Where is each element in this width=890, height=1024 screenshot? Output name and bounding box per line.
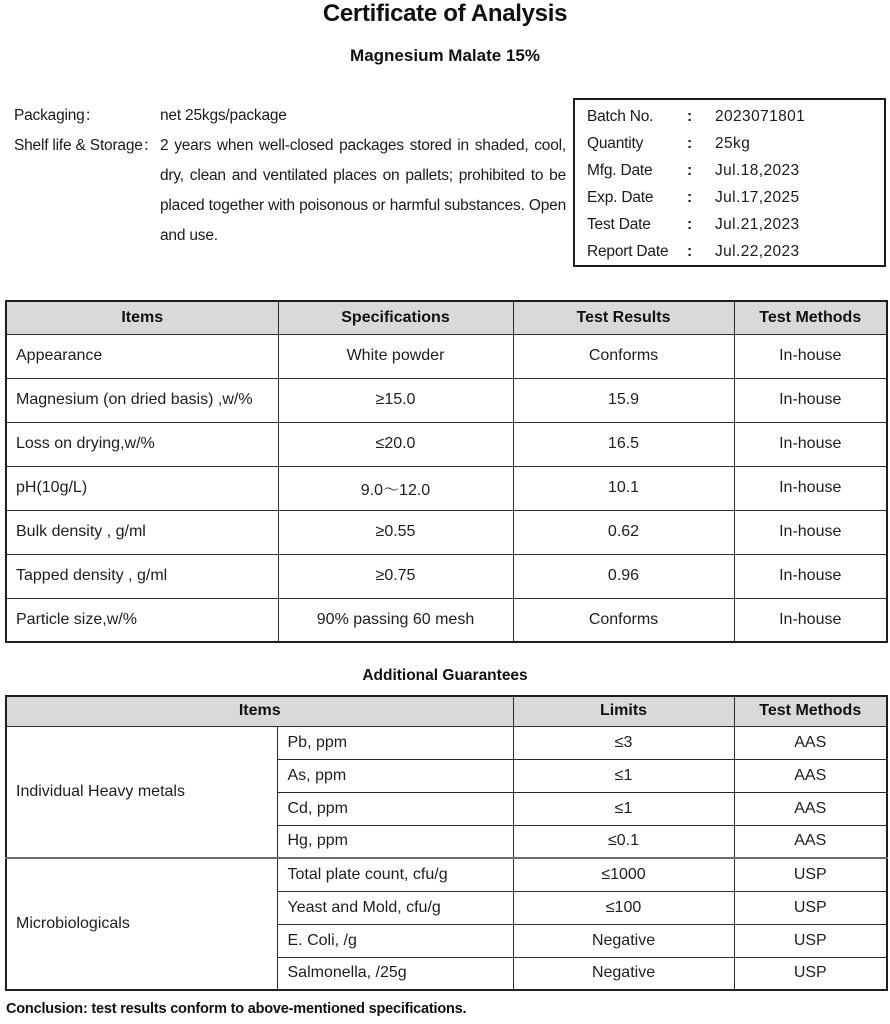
batch-no-label: Batch No. — [587, 108, 654, 125]
shelf-life-value: 2 years when well-closed packages stored in shaded, cool, dry, clean and ventilated places on pallets; prohibited to be placed together with poisonous or harmful substances. Open and use. — [160, 137, 566, 244]
col-header-items: Items — [6, 696, 513, 726]
report-date-value: Jul.22,2023 — [715, 243, 800, 260]
packaging-storage-block — [14, 101, 566, 251]
item-spec: ≥15.0 — [278, 378, 513, 422]
item-limit: Negative — [513, 957, 734, 990]
packaging-value: net 25kgs/package — [160, 107, 287, 124]
item-result: 16.5 — [513, 422, 734, 466]
item-limit: Negative — [513, 924, 734, 957]
item-result: 0.96 — [513, 554, 734, 598]
item-limit: ≤3 — [513, 726, 734, 759]
shelf-life-label: Shelf life & Storage： — [14, 137, 158, 154]
item-limit: ≤0.1 — [513, 825, 734, 858]
item-name: Particle size,w/% — [6, 598, 278, 642]
test-date-label: Test Date — [587, 216, 651, 233]
item-result: 15.9 — [513, 378, 734, 422]
exp-date-row — [575, 184, 884, 211]
report-date-row — [575, 238, 884, 265]
item-name: Magnesium (on dried basis) ,w/% — [6, 378, 278, 422]
table-row — [6, 554, 887, 598]
colon-separator: : — [687, 162, 692, 179]
item-method: USP — [734, 858, 887, 891]
item-method: AAS — [734, 726, 887, 759]
batch-info-box — [573, 98, 886, 267]
item-name: Loss on drying,w/% — [6, 422, 278, 466]
item-result: Conforms — [513, 334, 734, 378]
mfg-date-row — [575, 157, 884, 184]
item-method: AAS — [734, 759, 887, 792]
item-spec: ≥0.55 — [278, 510, 513, 554]
conclusion-text: Conclusion: test results conform to above-mentioned specifications. — [6, 1001, 467, 1017]
packaging-row — [14, 101, 566, 131]
group-label-heavy-metals: Individual Heavy metals — [6, 726, 277, 858]
item-method: In-house — [734, 422, 887, 466]
item-method: In-house — [734, 466, 887, 510]
batch-no-row — [575, 103, 884, 130]
item-method: In-house — [734, 554, 887, 598]
item-result: Conforms — [513, 598, 734, 642]
item-limit: ≤100 — [513, 891, 734, 924]
col-header-test-methods: Test Methods — [734, 301, 887, 334]
item-limit: ≤1 — [513, 792, 734, 825]
table-header-row — [6, 696, 887, 726]
table-row — [6, 378, 887, 422]
item-result: 10.1 — [513, 466, 734, 510]
item-name: Tapped density , g/ml — [6, 554, 278, 598]
page-title: Certificate of Analysis — [322, 0, 568, 27]
table-row — [6, 858, 887, 891]
item-method: AAS — [734, 792, 887, 825]
quantity-value: 25kg — [715, 135, 751, 152]
table-header-row — [6, 301, 887, 334]
colon-separator: : — [687, 135, 692, 152]
item-name: Salmonella, /25g — [277, 957, 513, 990]
col-header-test-methods: Test Methods — [734, 696, 887, 726]
colon-separator: : — [687, 216, 692, 233]
table-row — [6, 422, 887, 466]
colon-separator: : — [687, 189, 692, 206]
item-limit: ≤1000 — [513, 858, 734, 891]
item-name: Cd, ppm — [277, 792, 513, 825]
item-method: In-house — [734, 334, 887, 378]
mfg-date-value: Jul.18,2023 — [715, 162, 800, 179]
additional-guarantees-table — [5, 695, 888, 991]
item-spec: ≥0.75 — [278, 554, 513, 598]
item-limit: ≤1 — [513, 759, 734, 792]
item-name: E. Coli, /g — [277, 924, 513, 957]
test-date-value: Jul.21,2023 — [715, 216, 800, 233]
item-method: AAS — [734, 825, 887, 858]
item-method: USP — [734, 924, 887, 957]
item-spec: 90% passing 60 mesh — [278, 598, 513, 642]
analysis-results-table — [5, 300, 888, 643]
colon-separator: : — [687, 108, 692, 125]
report-date-label: Report Date — [587, 243, 669, 260]
test-date-row — [575, 211, 884, 238]
item-method: USP — [734, 891, 887, 924]
table-row — [6, 334, 887, 378]
item-name: Total plate count, cfu/g — [277, 858, 513, 891]
item-method: USP — [734, 957, 887, 990]
group-label-microbiologicals: Microbiologicals — [6, 858, 277, 990]
item-name: Yeast and Mold, cfu/g — [277, 891, 513, 924]
item-spec: ≤20.0 — [278, 422, 513, 466]
item-name: Pb, ppm — [277, 726, 513, 759]
col-header-test-results: Test Results — [513, 301, 734, 334]
item-spec: White powder — [278, 334, 513, 378]
shelf-life-row — [14, 131, 566, 251]
batch-no-value: 2023071801 — [715, 108, 806, 125]
quantity-label: Quantity — [587, 135, 644, 152]
exp-date-value: Jul.17,2025 — [715, 189, 800, 206]
packaging-label: Packaging： — [14, 107, 100, 124]
item-method: In-house — [734, 598, 887, 642]
table-row — [6, 598, 887, 642]
col-header-limits: Limits — [513, 696, 734, 726]
item-method: In-house — [734, 378, 887, 422]
table-row — [6, 466, 887, 510]
item-spec: 9.0～12.0 — [278, 466, 513, 510]
colon-separator: : — [687, 243, 692, 260]
item-method: In-house — [734, 510, 887, 554]
item-result: 0.62 — [513, 510, 734, 554]
product-subtitle: Magnesium Malate 15% — [350, 46, 540, 65]
col-header-specifications: Specifications — [278, 301, 513, 334]
table-row — [6, 510, 887, 554]
exp-date-label: Exp. Date — [587, 189, 654, 206]
item-name: pH(10g/L) — [6, 466, 278, 510]
item-name: Appearance — [6, 334, 278, 378]
table-row — [6, 726, 887, 759]
mfg-date-label: Mfg. Date — [587, 162, 653, 179]
col-header-items: Items — [6, 301, 278, 334]
item-name: As, ppm — [277, 759, 513, 792]
additional-guarantees-heading: Additional Guarantees — [362, 667, 528, 684]
quantity-row — [575, 130, 884, 157]
item-name: Bulk density , g/ml — [6, 510, 278, 554]
item-name: Hg, ppm — [277, 825, 513, 858]
